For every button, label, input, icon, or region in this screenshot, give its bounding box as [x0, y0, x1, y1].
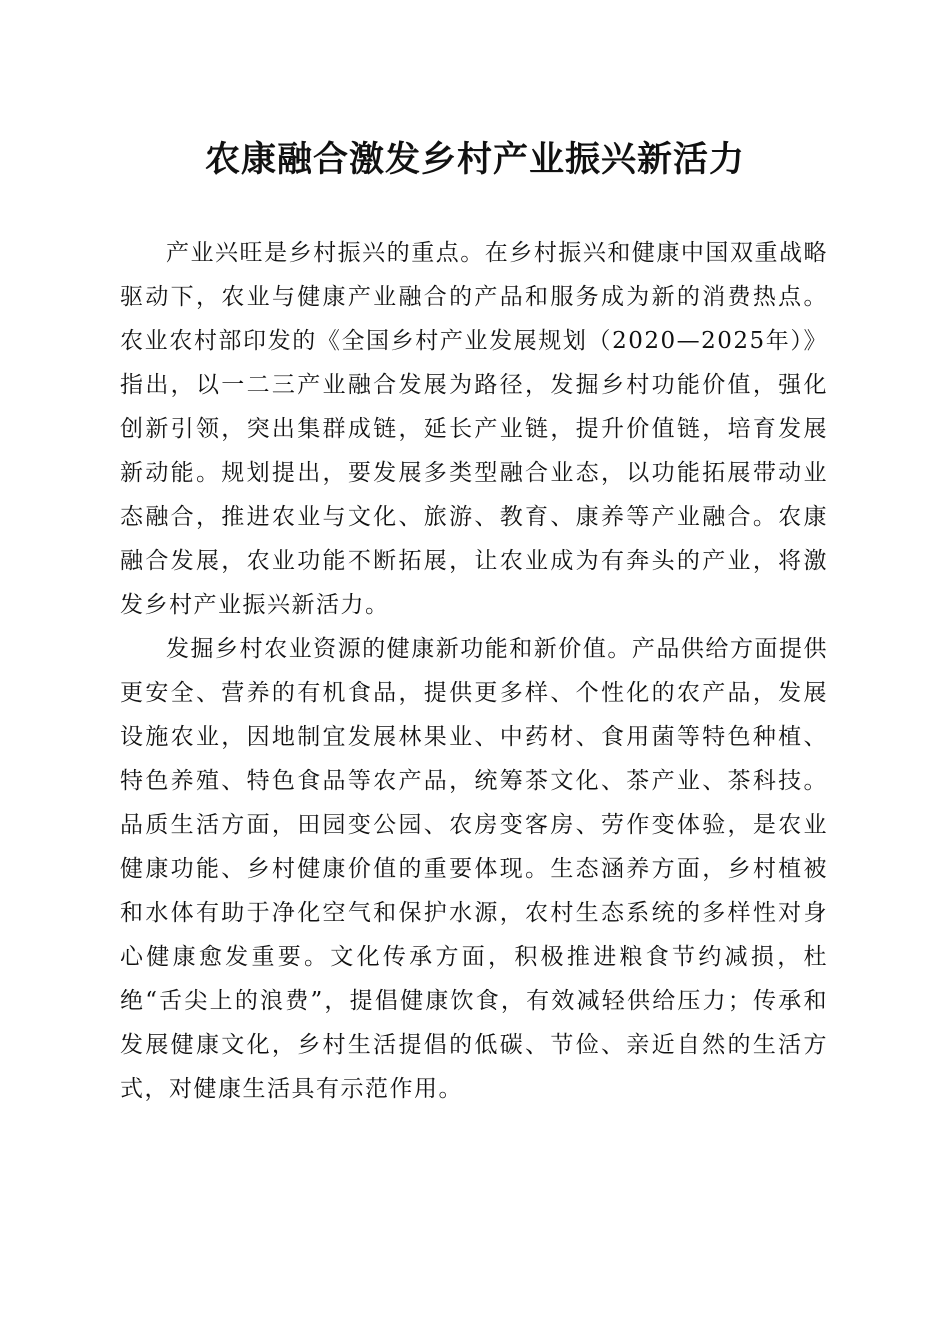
document-title: 农康融合激发乡村产业振兴新活力: [204, 139, 745, 180]
paragraph-1: 产业兴旺是乡村振兴的重点。在乡村振兴和健康中国双重战略驱动下，农业与健康产业融合的产品和服务成为新的消费热点。农业农村部印发的《全国乡村产业发展规划（2020—2025年）》指出，以一二三产业融合发展为路径，发掘乡村功能价值，强化创新引领，突出集群成链，延长产业链，提升价值链，培育发展新动能。规划提出，要发展多类型融合业态，以功能拓展带动业态融合，推进农业与文化、旅游、教育、康养等产业融合。农康融合发展，农业功能不断拓展，让农业成为有奔头的产业，将激发乡村产业振兴新活力。: [120, 240, 828, 618]
document-body: [120, 231, 828, 1111]
paragraph-2: 发掘乡村农业资源的健康新功能和新价值。产品供给方面提供更安全、营养的有机食品，提供更多样、个性化的农产品，发展设施农业，因地制宜发展林果业、中药材、食用菌等特色种植、特色养殖、特色食品等农产品，统筹茶文化、茶产业、茶科技。品质生活方面，田园变公园、农房变客房、劳作变体验，是农业健康功能、乡村健康价值的重要体现。生态涵养方面，乡村植被和水体有助于净化空气和保护水源，农村生态系统的多样性对身心健康愈发重要。文化传承方面，积极推进粮食节约减损，杜绝“舌尖上的浪费”，提倡健康饮食，有效减轻供给压力；传承和发展健康文化，乡村生活提倡的低碳、节俭、亲近自然的生活方式，对健康生活具有示范作用。: [120, 636, 828, 1102]
